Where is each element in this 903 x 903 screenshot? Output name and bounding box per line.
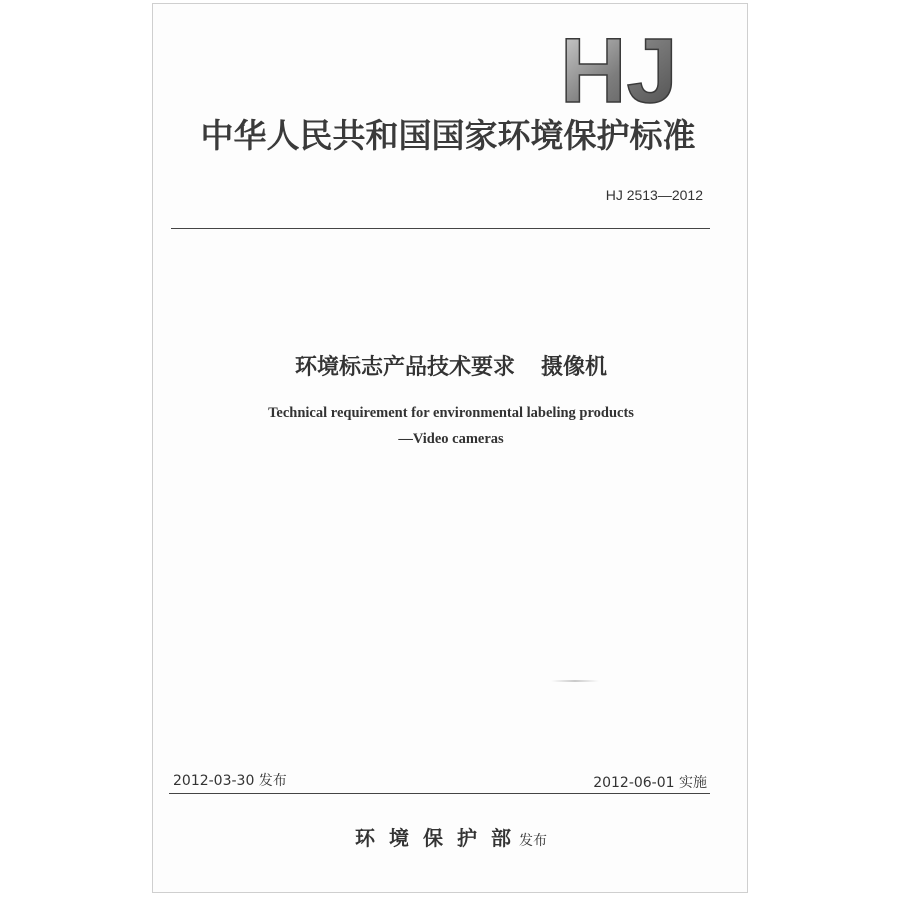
english-title-line2: —Video cameras — [398, 431, 504, 447]
smudge-mark — [551, 680, 599, 682]
bottom-divider — [169, 793, 710, 794]
publisher-org: 环境保护部 — [355, 826, 525, 850]
top-divider — [171, 228, 710, 229]
standard-code: HJ 2513—2012 — [605, 187, 703, 203]
issuing-authority-title: 中华人民共和国国家环境保护标准 — [200, 116, 696, 155]
chinese-title-part2: 摄像机 — [541, 355, 608, 380]
publisher-suffix: 发布 — [519, 833, 547, 849]
logo-letters: HJ — [560, 26, 678, 108]
publish-date: 2012-03-30 发布 — [173, 773, 287, 789]
implement-date: 2012-06-01 实施 — [593, 775, 707, 791]
publisher-line — [153, 822, 748, 851]
english-title-line1: Technical requirement for environmental labeling products — [268, 405, 634, 421]
hj-logo — [558, 26, 708, 108]
standard-cover — [152, 3, 748, 893]
chinese-title — [153, 350, 748, 381]
chinese-title-part1: 环境标志产品技术要求 — [294, 355, 515, 380]
